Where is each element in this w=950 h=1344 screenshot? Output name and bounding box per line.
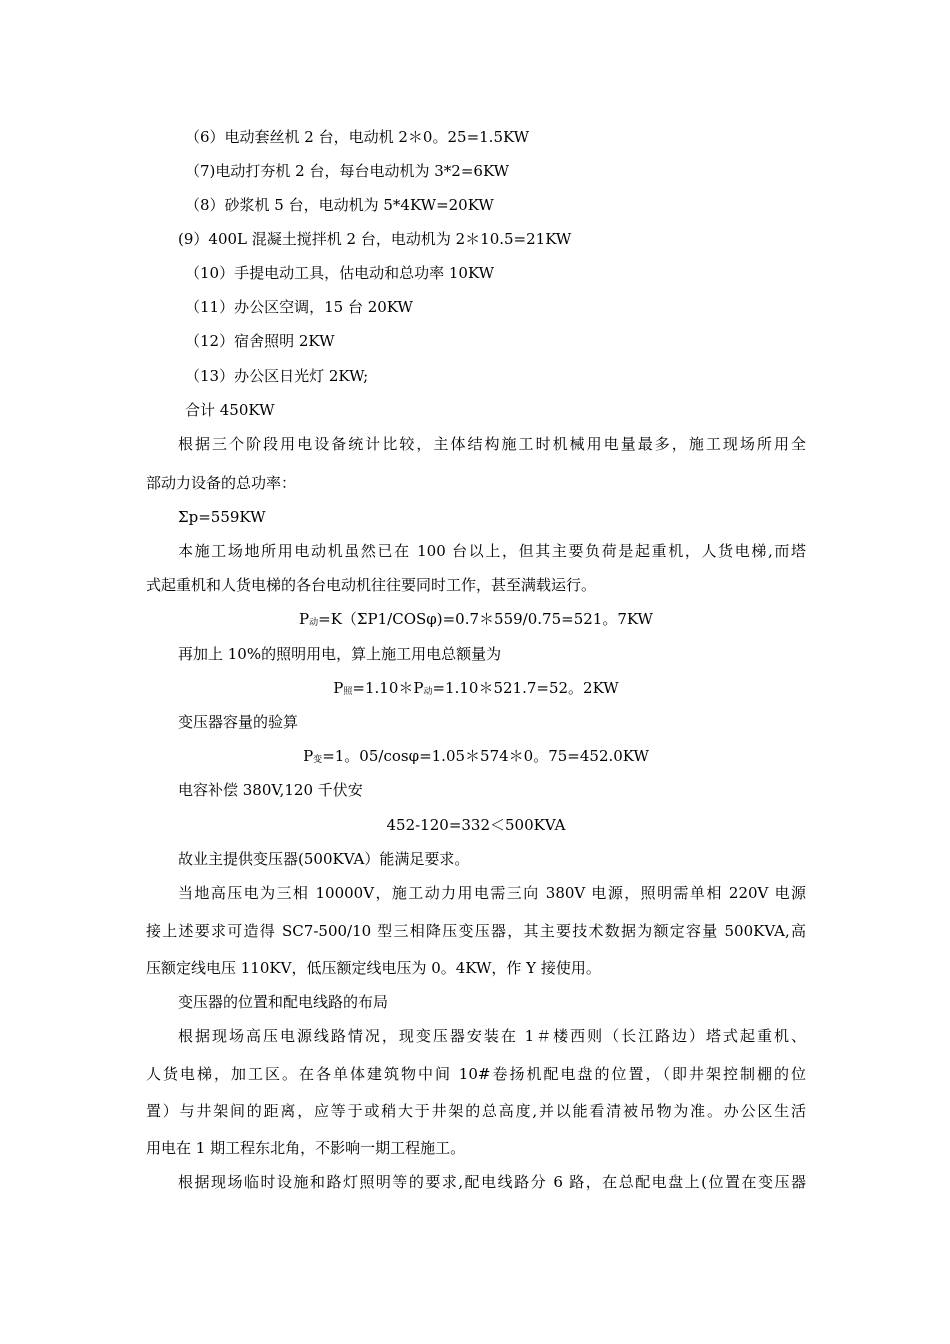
section-heading: 变压器容量的验算 — [178, 713, 299, 731]
paragraph-text: 再加上 10%的照明用电，算上施工用电总额量为 — [178, 645, 502, 663]
paragraph-text: 根据现场临时设施和路灯照明等的要求,配电线路分 6 路，在总配电盘上(位置在变压器 — [178, 1173, 806, 1191]
paragraph-text: 部动力设备的总功率： — [146, 474, 297, 492]
paragraph-text: 接上述要求可造得 SC7-500/10 型三相降压变压器，其主要技术数据为额定容量 500KVA,高 — [146, 922, 806, 940]
equipment-line-11: （11）办公区空调，15 台 20KW — [185, 298, 413, 316]
formula-compensation: 452-120=332＜500KVA — [386, 816, 566, 834]
paragraph-text: 置）与井架间的距离，应等于或稍大于井架的总高度,并以能看清被吊物为准。办公区生活 — [146, 1102, 806, 1120]
formula-p-bian: $P_变=1$。05/cosφ=1.05＊574＊0。75=452.0KW — [303, 747, 649, 765]
paragraph-text: 式起重机和人货电梯的各台电动机往往要同时工作，甚至满载运行。 — [146, 576, 597, 594]
equipment-line-6: （6）电动套丝机 2 台，电动机 2＊0。25=1.5KW — [185, 128, 530, 146]
total-power-line: 合计 450KW — [185, 401, 275, 419]
paragraph-text: 根据现场高压电源线路情况，现变压器安装在 1＃楼西则（长江路边）塔式起重机、 — [178, 1027, 806, 1045]
equipment-line-9: (9）400L 混凝土搅拌机 2 台，电动机为 2＊10.5=21KW — [178, 230, 572, 248]
formula-p-dong: $P_动=K(\Sigma P1/COS\varphi)=0.7*559/0.75=521$。7KW — [299, 610, 653, 628]
paragraph-text: 根据三个阶段用电设备统计比较，主体结构施工时机械用电量最多，施工现场所用全 — [178, 435, 806, 453]
paragraph-text: 当地高压电为三相 10000V，施工动力用电需三向 380V 电源，照明需单相 220V 电源 — [178, 884, 806, 902]
paragraph-text: 故业主提供变压器(500KVA）能满足要求。 — [178, 850, 470, 868]
equipment-line-7: （7)电动打夯机 2 台，每台电动机为 3*2=6KW — [185, 162, 510, 180]
formula-p-zhao: $P_照=1.10*P_动=1.10*521.7=52$。2KW — [333, 679, 619, 697]
paragraph-text: 压额定线电压 110KV，低压额定线电压为 0。4KW，作 Y 接使用。 — [146, 959, 601, 977]
equipment-line-13: （13）办公区日光灯 2KW; — [185, 367, 369, 385]
equipment-line-12: （12）宿舍照明 2KW — [185, 332, 335, 350]
equipment-line-8: （8）砂浆机 5 台，电动机为 5*4KW=20KW — [185, 196, 494, 214]
paragraph-text: 用电在 1 期工程东北角，不影响一期工程施工。 — [146, 1139, 466, 1157]
paragraph-text: 电容补偿 380V,120 千伏安 — [178, 781, 363, 799]
paragraph-text: 本施工场地所用电动机虽然已在 100 台以上，但其主要负荷是起重机，人货电梯,而塔 — [178, 542, 806, 560]
paragraph-text: 人货电梯，加工区。在各单体建筑物中间 10#卷扬机配电盘的位置，（即井架控制棚的位 — [146, 1065, 806, 1083]
equipment-line-10: （10）手提电动工具，估电动和总功率 10KW — [185, 264, 495, 282]
formula-sigma-p: Σp=559KW — [178, 508, 266, 526]
section-heading: 变压器的位置和配电线路的布局 — [178, 993, 389, 1011]
